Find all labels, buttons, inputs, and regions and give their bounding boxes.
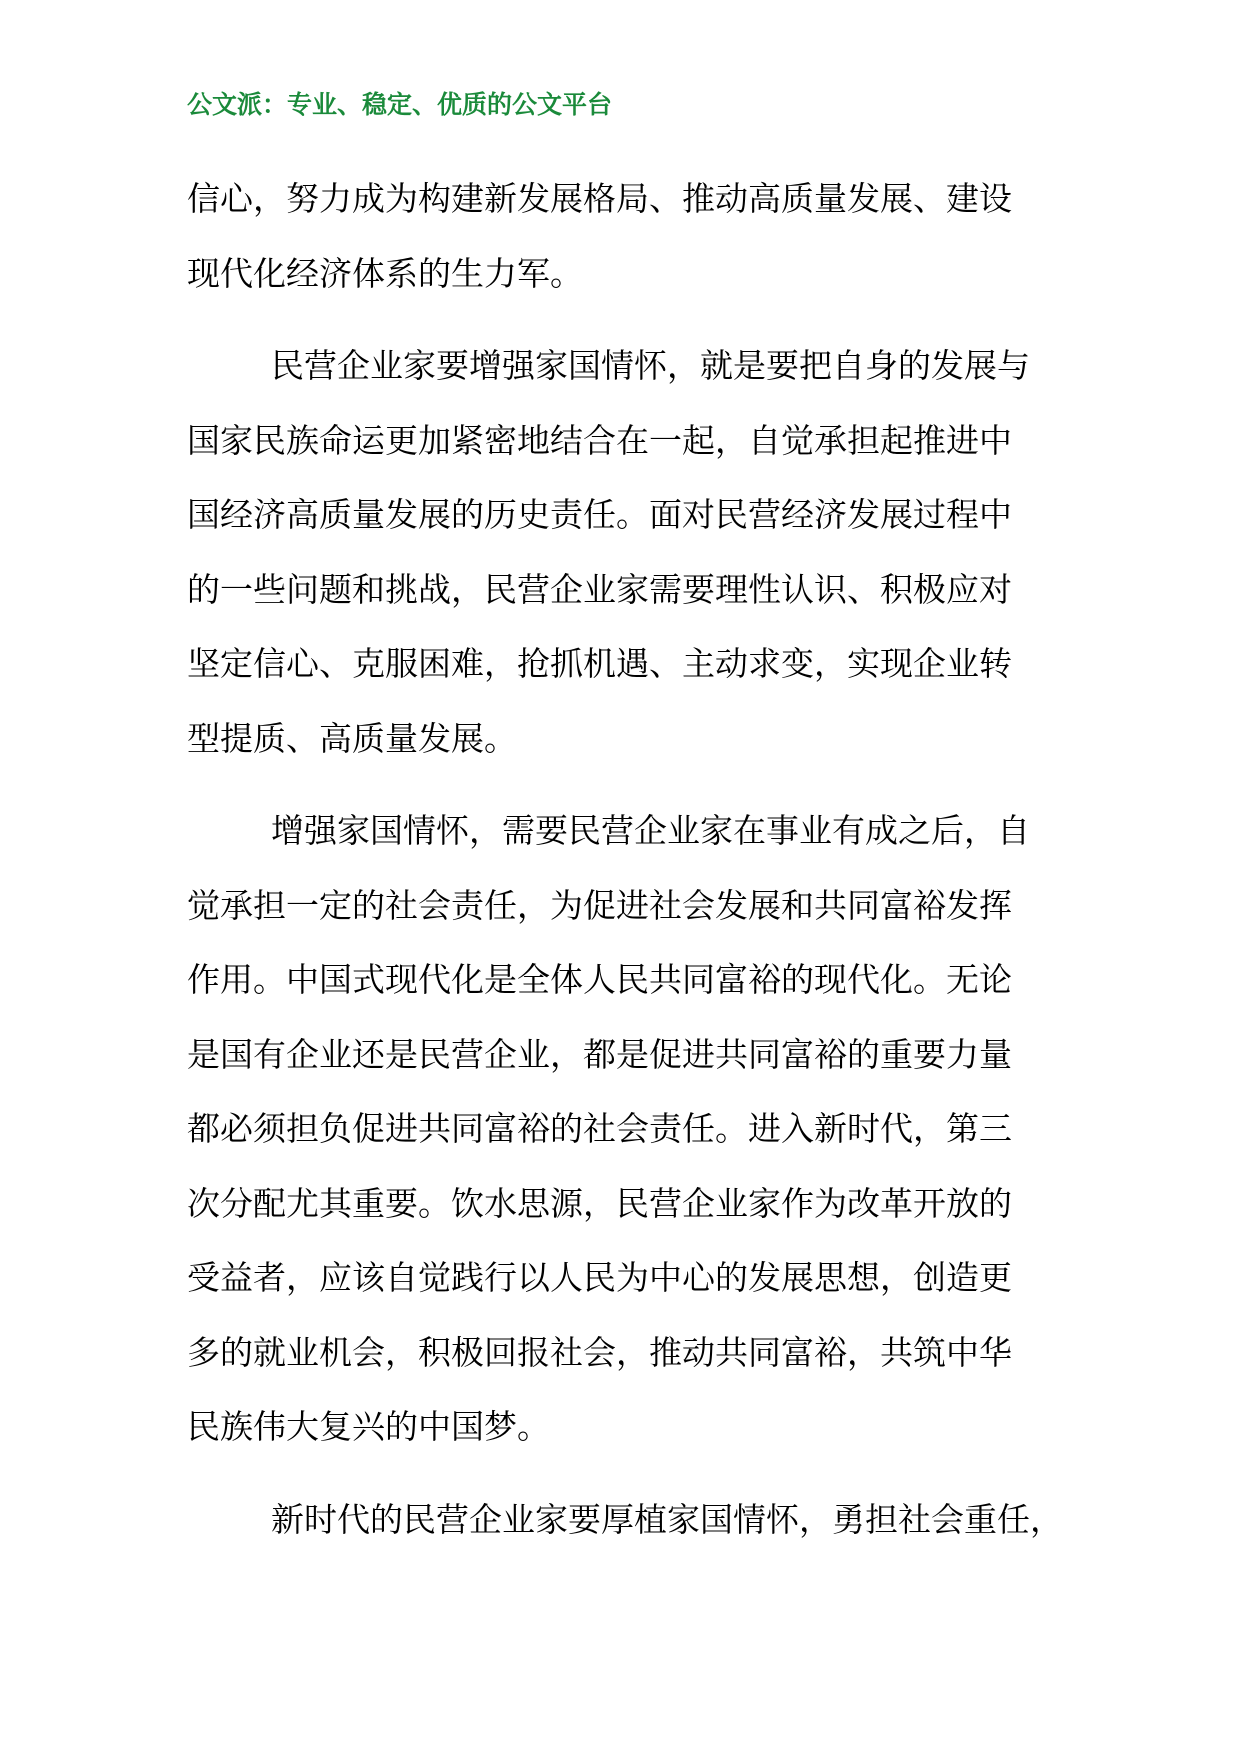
text-line: 次分配尤其重要。饮水思源，民营企业家作为改革开放的 (187, 1183, 1012, 1223)
text-line: 多的就业机会，积极回报社会，推动共同富裕，共筑中华 (187, 1332, 1012, 1372)
text-line: 的一些问题和挑战，民营企业家需要理性认识、积极应对 (187, 569, 1012, 609)
text-line: 是国有企业还是民营企业，都是促进共同富裕的重要力量 (187, 1034, 1012, 1074)
text-line: 觉承担一定的社会责任，为促进社会发展和共同富裕发挥 (187, 885, 1012, 925)
text-line: 新时代的民营企业家要厚植家国情怀，勇担社会重任， (271, 1499, 1063, 1539)
text-line: 国家民族命运更加紧密地结合在一起，自觉承担起推进中 (187, 420, 1012, 460)
text-line: 现代化经济体系的生力军。 (187, 253, 583, 293)
text-line: 受益者，应该自觉践行以人民为中心的发展思想，创造更 (187, 1258, 1012, 1297)
text-line: 作用。中国式现代化是全体人民共同富裕的现代化。无论 (187, 960, 1012, 999)
text-line: 信心，努力成为构建新发展格局、推动高质量发展、建设 (187, 179, 1012, 218)
text-line: 增强家国情怀，需要民营企业家在事业有成之后，自 (271, 811, 1030, 850)
paragraph (187, 794, 1057, 1465)
paragraph (187, 1483, 1063, 1558)
text-line: 型提质、高质量发展。 (187, 718, 517, 758)
paragraph (187, 329, 1057, 776)
document-body (187, 162, 1063, 1557)
paragraph (187, 162, 1057, 311)
text-line: 都必须担负促进共同富裕的社会责任。进入新时代，第三 (187, 1109, 1012, 1148)
text-line: 民族伟大复兴的中国梦。 (187, 1407, 550, 1446)
page-header: 公文派：专业、稳定、优质的公文平台 (187, 90, 613, 119)
text-line: 国经济高质量发展的历史责任。面对民营经济发展过程中 (187, 495, 1012, 534)
text-line: 民营企业家要增强家国情怀，就是要把自身的发展与 (271, 346, 1030, 385)
text-line: 坚定信心、克服困难，抢抓机遇、主动求变，实现企业转 (187, 644, 1012, 683)
